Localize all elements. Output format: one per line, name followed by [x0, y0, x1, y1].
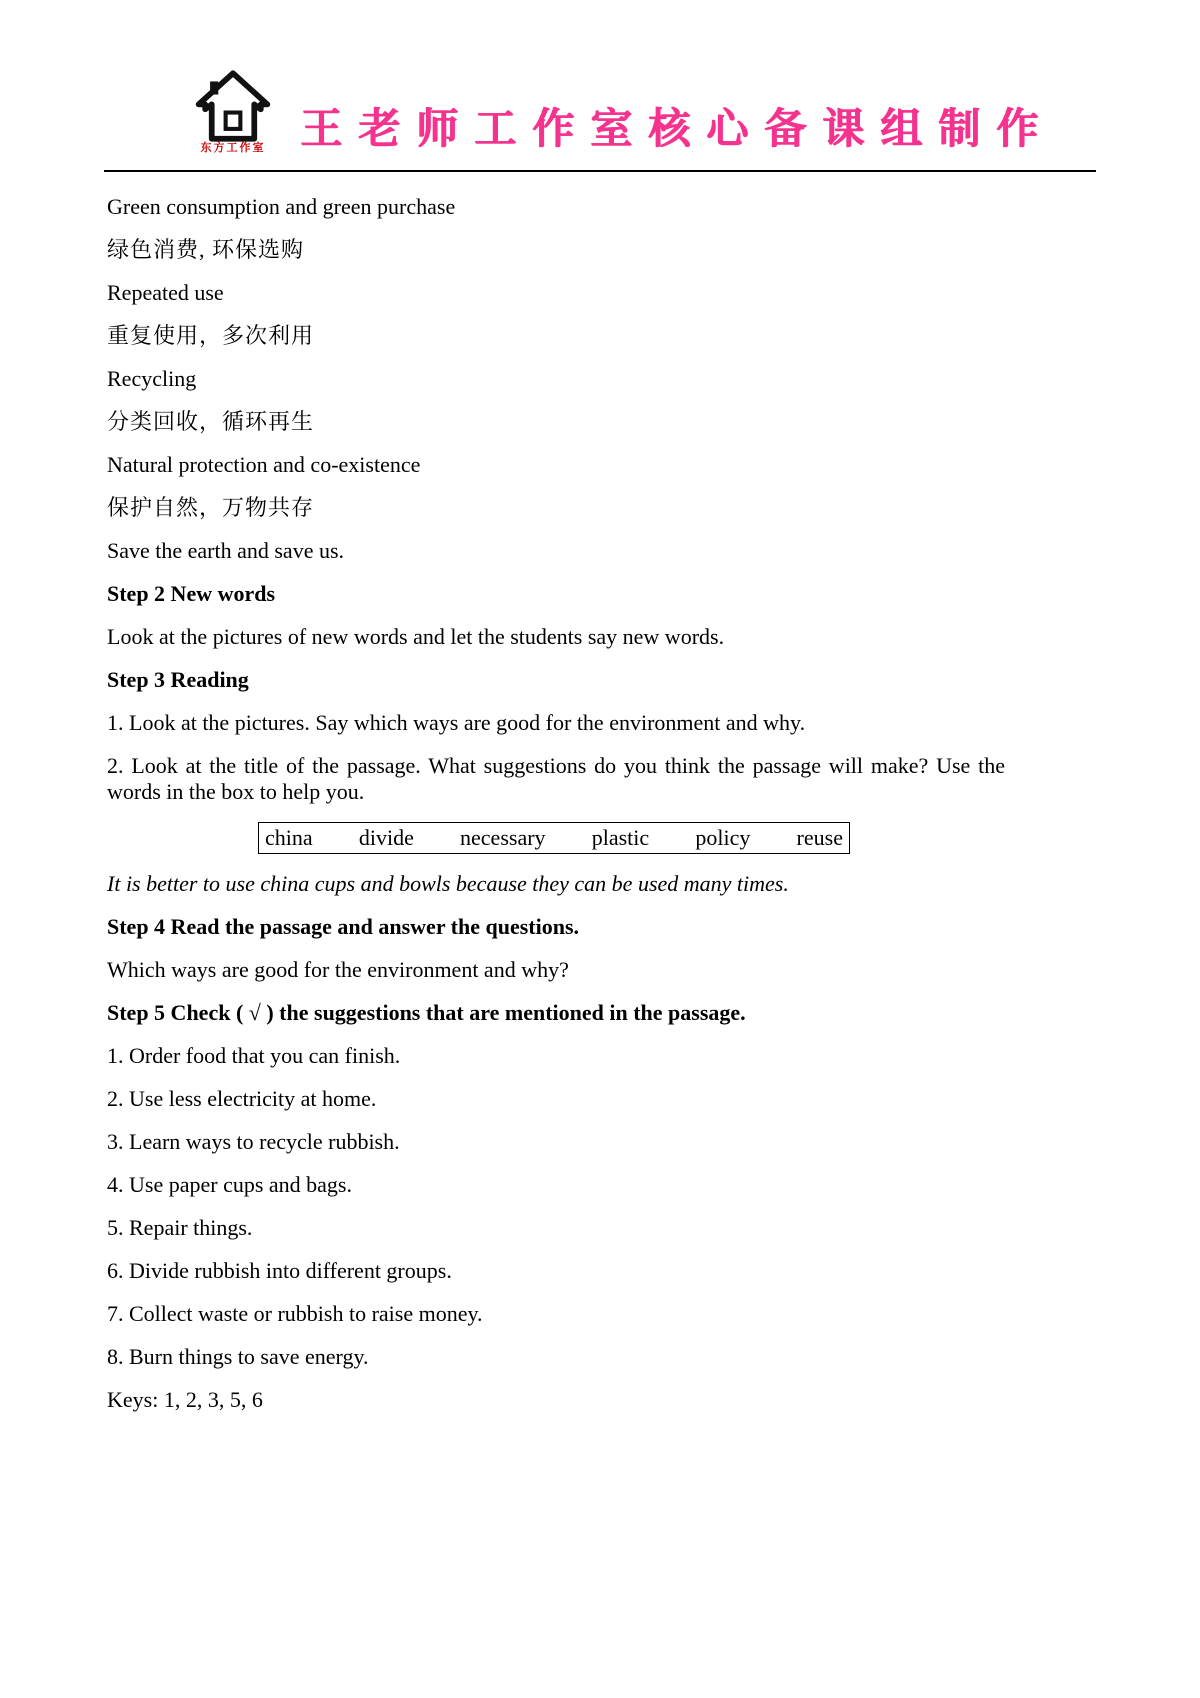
example-sentence: It is better to use china cups and bowls because they can be used many times.	[107, 871, 789, 896]
list-item: 8. Burn things to save energy.	[107, 1344, 369, 1369]
word-bank-box	[258, 822, 850, 854]
heading-step-2: Step 2 New words	[107, 581, 276, 606]
paragraph: Green consumption and green purchase	[107, 194, 456, 219]
paragraph-chinese: 绿色消费, 环保选购	[107, 237, 305, 262]
paragraph: Repeated use	[107, 280, 224, 305]
logo-caption: 东方工作室	[200, 142, 266, 154]
list-item: 1. Order food that you can finish.	[107, 1043, 401, 1068]
paragraph-chinese: 分类回收，循环再生	[107, 409, 315, 434]
paragraph-chinese: 重复使用，多次利用	[107, 323, 315, 348]
page-header	[0, 0, 1200, 172]
word-bank-item: plastic	[591, 825, 650, 850]
list-item: 5. Repair things.	[107, 1215, 253, 1240]
studio-logo	[178, 70, 288, 166]
header-divider	[104, 170, 1096, 172]
word-bank-item: reuse	[796, 825, 843, 850]
paragraph: Recycling	[107, 366, 197, 391]
paragraph: Which ways are good for the environment and why?	[107, 957, 569, 982]
paragraph: Natural protection and co-existence	[107, 452, 421, 477]
list-item: 4. Use paper cups and bags.	[107, 1172, 352, 1197]
answer-keys: Keys: 1, 2, 3, 5, 6	[107, 1387, 263, 1412]
heading-step-5: Step 5 Check ( √ ) the suggestions that are mentioned in the passage.	[107, 1000, 746, 1025]
word-bank-item: policy	[695, 825, 751, 850]
list-item: 6. Divide rubbish into different groups.	[107, 1258, 452, 1283]
list-item: 3. Learn ways to recycle rubbish.	[107, 1129, 400, 1154]
paragraph: 1. Look at the pictures. Say which ways are good for the environment and why.	[107, 710, 806, 735]
document-body	[0, 172, 1200, 1413]
heading-step-3: Step 3 Reading	[107, 667, 249, 692]
heading-step-4: Step 4 Read the passage and answer the questions.	[107, 914, 580, 939]
word-bank-item: divide	[358, 825, 414, 850]
paragraph: 2. Look at the title of the passage. What suggestions do you think the passage will make? Use the words in the box to help you.	[107, 753, 1005, 804]
paragraph-chinese: 保护自然，万物共存	[107, 495, 315, 520]
studio-title: 王老师工作室核心备课组制作	[300, 107, 1055, 153]
list-item: 7. Collect waste or rubbish to raise money.	[107, 1301, 483, 1326]
paragraph: Look at the pictures of new words and let the students say new words.	[107, 624, 725, 649]
list-item: 2. Use less electricity at home.	[107, 1086, 377, 1111]
word-bank-item: necessary	[460, 825, 546, 850]
house-logo-icon	[178, 70, 288, 142]
paragraph: Save the earth and save us.	[107, 538, 345, 563]
word-bank-item: china	[265, 825, 313, 850]
